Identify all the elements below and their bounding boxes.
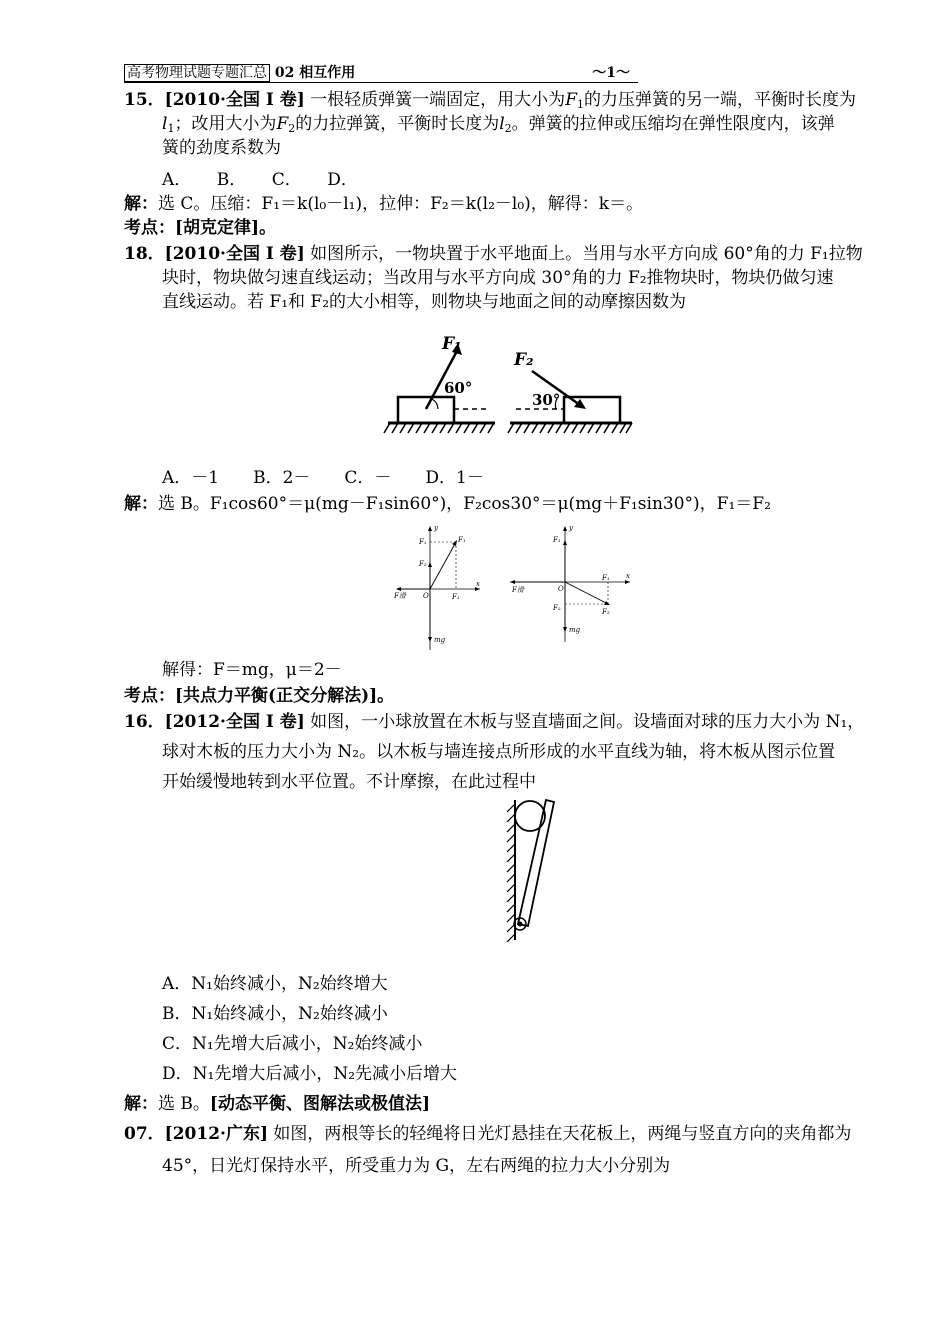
q18-line2: 块时，物块做匀速直线运动；当改用与水平方向成 30°角的力 F₂推物块时，物块仍做匀速 bbox=[162, 268, 834, 288]
q16-line1: 16．[2012·全国 I 卷] 如图，一小球放置在木板与竖直墙面之间。设墙面对球的压力大小为 N₁， bbox=[124, 712, 865, 732]
q18-line1: 18．[2010·全国 I 卷] 如图所示，一物块置于水平地面上。当用与水平方向成 60°角的力 F₁拉物 bbox=[124, 244, 863, 264]
page-number: ～1～ bbox=[592, 65, 630, 81]
q16-option-b: B．N₁始终减小，N₂始终减小 bbox=[162, 1004, 388, 1024]
q07-line1: 07．[2012·广东] 如图，两根等长的轻绳将日光灯悬挂在天花板上，两绳与竖直方向的夹角都为 bbox=[124, 1124, 852, 1144]
q15-answer: 解：选 C。压缩：F₁＝k(l₀－l₁)，拉伸：F₂＝k(l₂－l₀)，解得：k＝。 bbox=[124, 194, 644, 214]
q16-option-d: D．N₁先增大后减小，N₂先减小后增大 bbox=[162, 1064, 458, 1084]
fig-angle-60: 60° bbox=[444, 379, 473, 397]
q16-ball-board-figure bbox=[498, 798, 568, 950]
svg-text:mg: mg bbox=[569, 626, 581, 634]
header-chapter: 02 相互作用 bbox=[274, 65, 356, 81]
q18-force-diagrams bbox=[390, 522, 640, 657]
fig-f1-label: F₁ bbox=[442, 334, 462, 354]
q07-source: [2012·广东] bbox=[164, 1124, 268, 1144]
svg-text:F滑: F滑 bbox=[512, 586, 524, 594]
q15-line2: $l_1$；改用大小为$F_2$的力拉弹簧，平衡时长度为$l_2$。弹簧的拉伸或压缩均在弹性限度内，该弹 bbox=[162, 114, 835, 135]
q15-line1: 15．[2010·全国 I 卷] 一根轻质弹簧一端固定，用大小为$F_1$的力压弹簧的另一端，平衡时长度为 bbox=[124, 90, 856, 111]
q16-source: [2012·全国 I 卷] bbox=[164, 712, 305, 732]
q15-line3: 簧的劲度系数为 bbox=[162, 138, 281, 158]
q16-line3: 开始缓慢地转到水平位置。不计摩擦，在此过程中 bbox=[162, 772, 536, 792]
svg-text:x: x bbox=[626, 572, 630, 580]
svg-text:F滑: F滑 bbox=[394, 592, 406, 600]
svg-text:F₁: F₁ bbox=[602, 574, 610, 582]
q18-solve: 解得：F＝mg，μ＝2－ bbox=[162, 660, 342, 680]
svg-text:F₁: F₁ bbox=[452, 593, 460, 601]
fig-f2-label: F₂ bbox=[514, 350, 534, 370]
svg-text:F₂: F₂ bbox=[419, 560, 427, 568]
q15-keypoint: 考点：[胡克定律]。 bbox=[124, 218, 277, 238]
q07-line2: 45°，日光灯保持水平，所受重力为 G，左右两绳的拉力大小分别为 bbox=[162, 1156, 671, 1176]
board bbox=[518, 800, 554, 926]
svg-text:O: O bbox=[558, 585, 564, 593]
q07-number: 07． bbox=[124, 1124, 165, 1144]
q18-options: A．－1 B．2－ C．－ D．1－ bbox=[162, 468, 484, 488]
q18-keypoint: 考点：[共点力平衡(正交分解法)]。 bbox=[124, 686, 395, 706]
q18-line3: 直线运动。若 F₁和 F₂的大小相等，则物块与地面之间的动摩擦因数为 bbox=[162, 292, 687, 312]
q15-options: A． B． C． D． bbox=[162, 170, 358, 190]
left-block bbox=[398, 397, 454, 423]
svg-text:F₁: F₁ bbox=[419, 538, 427, 546]
q15-source: [2010·全国 I 卷] bbox=[164, 90, 305, 110]
q16-line2: 球对木板的压力大小为 N₂。以木板与墙连接点所形成的水平直线为轴，将木板从图示位置 bbox=[162, 742, 836, 762]
fig-angle-30: 30° bbox=[532, 391, 561, 409]
q16-option-a: A．N₁始终减小，N₂始终增大 bbox=[162, 974, 388, 994]
svg-text:F₂: F₂ bbox=[553, 604, 561, 612]
header-series: 高考物理试题专题汇总 bbox=[124, 64, 270, 82]
svg-text:y: y bbox=[569, 524, 573, 532]
q16-option-c: C．N₁先增大后减小，N₂始终减小 bbox=[162, 1034, 423, 1054]
svg-text:F₁: F₁ bbox=[553, 536, 561, 544]
svg-text:mg: mg bbox=[434, 636, 446, 644]
svg-text:y: y bbox=[434, 524, 438, 532]
q18-block-figure bbox=[380, 325, 640, 440]
svg-text:F₂: F₂ bbox=[602, 608, 610, 616]
svg-text:x: x bbox=[476, 580, 480, 588]
q18-source: [2010·全国 I 卷] bbox=[164, 244, 305, 264]
q18-number: 18． bbox=[124, 244, 165, 264]
page-header bbox=[124, 62, 638, 83]
q16-answer: 解：选 B。[动态平衡、图解法或极值法] bbox=[124, 1094, 430, 1114]
q15-number: 15． bbox=[124, 90, 165, 110]
svg-text:O: O bbox=[423, 592, 429, 600]
svg-text:F₁: F₁ bbox=[458, 536, 466, 544]
q18-answer: 解：选 B。F₁cos60°＝μ(mg－F₁sin60°)，F₂cos30°＝μ(mg＋F₁sin30°)，F₁＝F₂ bbox=[124, 494, 771, 514]
q16-number: 16． bbox=[124, 712, 165, 732]
